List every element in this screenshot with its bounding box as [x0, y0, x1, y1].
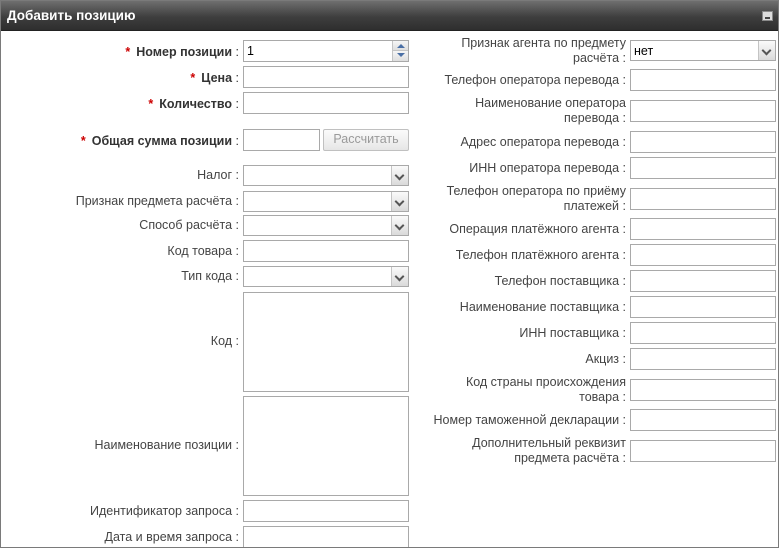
- form-content: [1, 32, 778, 547]
- product-code-label: Код товара :: [167, 244, 239, 258]
- method-select[interactable]: [243, 215, 409, 236]
- chevron-down-icon[interactable]: [758, 41, 775, 60]
- payment-agent-phone-label: Телефон платёжного агента :: [455, 248, 626, 262]
- position-number-stepper[interactable]: [243, 40, 409, 62]
- code-type-label: Тип кода :: [181, 269, 239, 283]
- extra-requisite-input[interactable]: [630, 440, 776, 462]
- position-number-label: * Номер позиции :: [125, 45, 239, 59]
- position-number-value: 1: [247, 44, 254, 58]
- chevron-down-icon[interactable]: [391, 192, 408, 211]
- transfer-inn-input[interactable]: [630, 157, 776, 179]
- agent-sign-select[interactable]: [630, 40, 776, 61]
- request-id-input[interactable]: [243, 500, 409, 522]
- request-datetime-label: Дата и время запроса :: [104, 530, 239, 544]
- transfer-name-input[interactable]: [630, 100, 776, 122]
- acceptance-phone-input[interactable]: [630, 188, 776, 210]
- name-textarea[interactable]: [243, 396, 409, 496]
- chevron-down-icon[interactable]: [391, 216, 408, 235]
- dialog-title: Добавить позицию: [7, 8, 136, 23]
- supplier-phone-label: Телефон поставщика :: [494, 274, 626, 288]
- tax-label: Налог :: [197, 168, 239, 182]
- payment-agent-phone-input[interactable]: [630, 244, 776, 266]
- customs-declaration-input[interactable]: [630, 409, 776, 431]
- stepper-down-icon[interactable]: [393, 51, 408, 61]
- minimize-icon[interactable]: [762, 11, 773, 21]
- supplier-name-input[interactable]: [630, 296, 776, 318]
- quantity-label: * Количество :: [148, 97, 239, 111]
- calculate-button[interactable]: Рассчитать: [323, 129, 409, 151]
- agent-sign-label: Признак агента по предмету расчёта :: [461, 36, 626, 65]
- supplier-name-label: Наименование поставщика :: [459, 300, 626, 314]
- origin-country-label: Код страны происхождения товара :: [465, 375, 626, 404]
- subject-select[interactable]: [243, 191, 409, 212]
- excise-input[interactable]: [630, 348, 776, 370]
- transfer-address-label: Адрес оператора перевода :: [460, 135, 626, 149]
- dialog-titlebar: [1, 1, 778, 31]
- transfer-name-label: Наименование оператора перевода :: [475, 96, 626, 125]
- request-datetime-input[interactable]: [243, 526, 409, 548]
- price-input[interactable]: [243, 66, 409, 88]
- transfer-phone-input[interactable]: [630, 69, 776, 91]
- price-label: * Цена :: [190, 71, 239, 85]
- tax-select[interactable]: [243, 165, 409, 186]
- customs-declaration-label: Номер таможенной декларации :: [433, 413, 626, 427]
- product-code-input[interactable]: [243, 240, 409, 262]
- total-label: * Общая сумма позиции :: [80, 134, 239, 148]
- agent-sign-value: нет: [634, 44, 654, 58]
- stepper-buttons: [392, 41, 408, 61]
- name-label: Наименование позиции :: [94, 438, 239, 452]
- chevron-down-icon[interactable]: [391, 166, 408, 185]
- subject-label: Признак предмета расчёта :: [75, 194, 239, 208]
- supplier-inn-input[interactable]: [630, 322, 776, 344]
- code-type-select[interactable]: [243, 266, 409, 287]
- stepper-up-icon[interactable]: [393, 41, 408, 51]
- quantity-input[interactable]: [243, 92, 409, 114]
- method-label: Способ расчёта :: [139, 218, 239, 232]
- payment-agent-operation-input[interactable]: [630, 218, 776, 240]
- payment-agent-operation-label: Операция платёжного агента :: [449, 222, 626, 236]
- chevron-down-icon[interactable]: [391, 267, 408, 286]
- extra-requisite-label: Дополнительный реквизит предмета расчёта :: [472, 436, 626, 465]
- transfer-phone-label: Телефон оператора перевода :: [444, 73, 626, 87]
- supplier-phone-input[interactable]: [630, 270, 776, 292]
- supplier-inn-label: ИНН поставщика :: [519, 326, 626, 340]
- acceptance-phone-label: Телефон оператора по приёму платежей :: [446, 184, 626, 213]
- transfer-address-input[interactable]: [630, 131, 776, 153]
- request-id-label: Идентификатор запроса :: [89, 504, 239, 518]
- origin-country-input[interactable]: [630, 379, 776, 401]
- total-input[interactable]: [243, 129, 320, 151]
- code-textarea[interactable]: [243, 292, 409, 392]
- transfer-inn-label: ИНН оператора перевода :: [469, 161, 626, 175]
- excise-label: Акциз :: [585, 352, 626, 366]
- code-label: Код :: [210, 334, 239, 348]
